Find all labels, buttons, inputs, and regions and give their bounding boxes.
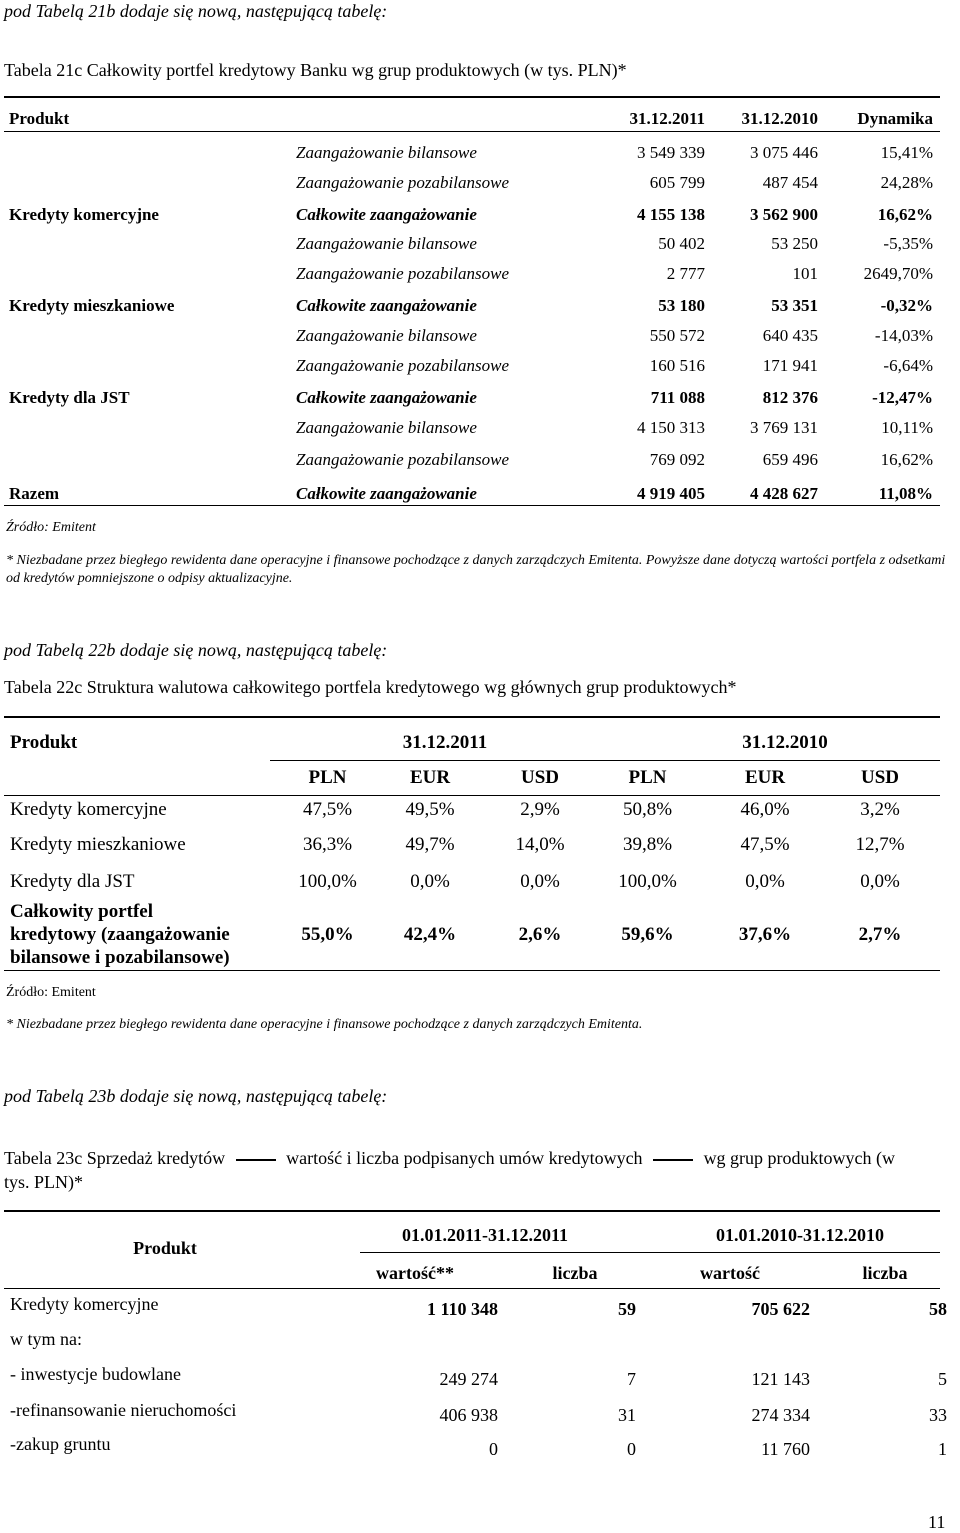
- caption-part-c: wg grup produktowych (w: [703, 1148, 896, 1168]
- table22c-years-rule: [270, 760, 940, 761]
- table23c-header-value-2010: wartość: [700, 1263, 760, 1283]
- table23c-row-label: w tym na:: [10, 1329, 82, 1349]
- table23c-row-label: - inwestycje budowlane: [10, 1364, 181, 1384]
- table22c-total-label: [10, 900, 230, 969]
- table23c-value-2011: 249 274: [439, 1369, 498, 1389]
- table21c-value-2011: 711 088: [650, 388, 705, 407]
- table23c-header-value-2011: wartość**: [376, 1263, 454, 1283]
- table21c-row-label: Zaangażowanie bilansowe: [296, 326, 477, 345]
- table21c-value-2011: 769 092: [649, 450, 705, 469]
- table23c-count-2011: 7: [627, 1369, 636, 1389]
- table23c-caption-line2: tys. PLN)*: [4, 1172, 84, 1192]
- table22c-currency-header: EUR: [744, 767, 786, 788]
- table22c-currency-header: EUR: [409, 767, 451, 788]
- table21c-value-2010: 487 454: [762, 173, 818, 192]
- total-label-line-1: Całkowity portfel: [10, 901, 154, 922]
- table21c-dynamics: 11,08%: [878, 484, 933, 503]
- total-label-line-2: kredytowy (zaangażowanie: [10, 924, 230, 945]
- table21c-row-label: Całkowite zaangażowanie: [296, 205, 477, 224]
- table22c-currency-header: USD: [520, 767, 559, 788]
- table22c-cell: 0,0%: [745, 871, 785, 892]
- table22c-total-cell: 42,4%: [403, 924, 457, 945]
- table23c-header-2011: 01.01.2011-31.12.2011: [401, 1225, 568, 1245]
- total-label-line-3: bilansowe i pozabilansowe): [10, 947, 230, 968]
- table21c-value-2011: 3 549 339: [637, 143, 705, 162]
- table23c-count-2011: 31: [618, 1405, 636, 1425]
- table21c-product-group: Kredyty mieszkaniowe: [9, 296, 175, 315]
- table23c-header-count-2010: liczba: [862, 1263, 908, 1283]
- table21c-header-2010: 31.12.2010: [741, 109, 818, 128]
- table22c-header-2011: 31.12.2011: [402, 732, 488, 753]
- caption-part-a: Tabela 23c Sprzedaż kredytów: [4, 1148, 226, 1168]
- table21c-top-rule: [4, 96, 940, 98]
- table21c-row-label: Zaangażowanie bilansowe: [296, 143, 477, 162]
- table21c-row-label: Całkowite zaangażowanie: [296, 484, 477, 503]
- table21c-value-2010: 3 769 131: [750, 418, 818, 437]
- table21c-value-2011: 4 150 313: [637, 418, 705, 437]
- table22c-header-product: Produkt: [10, 732, 78, 753]
- table21c-caption: Tabela 21c Całkowity portfel kredytowy Banku wg grup produktowych (w tys. PLN)*: [4, 60, 627, 80]
- table22c-total-cell: 55,0%: [301, 924, 354, 945]
- table22c-currency-header: USD: [860, 767, 899, 788]
- table21c-product-group: Kredyty dla JST: [9, 388, 130, 407]
- table23c-header-count-2011: liczba: [552, 1263, 598, 1283]
- table23c-value-2010: 121 143: [751, 1369, 810, 1389]
- table21c-source: Źródło: Emitent: [6, 520, 96, 535]
- table21c-row-label: Całkowite zaangażowanie: [296, 388, 477, 407]
- table22c-source: Źródło: Emitent: [6, 985, 96, 1000]
- table23c-period-rule: [360, 1252, 940, 1253]
- table23c-count-2010: 1: [938, 1439, 947, 1459]
- table21c-value-2010: 171 941: [762, 356, 818, 375]
- table22c-cell: 47,5%: [302, 799, 353, 820]
- table23c-count-2010: 58: [929, 1299, 947, 1319]
- table23c-value-2010: 11 760: [761, 1439, 810, 1459]
- table22c-cell: 36,3%: [302, 834, 353, 855]
- table22c-cell: 2,9%: [520, 799, 560, 820]
- table22c-header-rule: [4, 795, 940, 796]
- table21c-value-2010: 812 376: [762, 388, 818, 407]
- table21c-value-2011: 53 180: [658, 296, 705, 315]
- table21c-dynamics: 16,62%: [880, 450, 933, 469]
- caption-dash: [236, 1159, 276, 1161]
- table21c-value-2011: 50 402: [658, 234, 705, 253]
- table22c-cell: 12,7%: [855, 834, 905, 855]
- table22c-top-rule: [4, 716, 940, 718]
- table23c-value-2010: 274 334: [751, 1405, 810, 1425]
- table21c-value-2010: 53 250: [771, 234, 818, 253]
- table21c-value-2010: 3 075 446: [750, 143, 818, 162]
- table21c-dynamics: 15,41%: [880, 143, 933, 162]
- table21c-value-2010: 640 435: [762, 326, 818, 345]
- table22c-currency-header: PLN: [628, 767, 667, 788]
- table23c-count-2010: 33: [929, 1405, 947, 1425]
- table22c-cell: 49,7%: [405, 834, 455, 855]
- table22c-cell: 0,0%: [410, 871, 450, 892]
- table21c-bottom-rule: [4, 505, 940, 506]
- table21c-value-2010: 53 351: [771, 296, 818, 315]
- table22c-row-label: Kredyty komercyjne: [10, 799, 167, 820]
- table23c-row-label: -refinansowanie nieruchomości: [10, 1400, 237, 1420]
- table23c-count-2011: 59: [618, 1299, 636, 1319]
- table21c-dynamics: 10,11%: [881, 418, 933, 437]
- table23c-top-rule: [4, 1210, 940, 1212]
- table21c-value-2010: 4 428 627: [750, 484, 818, 503]
- table22c-row-label: Kredyty mieszkaniowe: [10, 834, 186, 855]
- table22c-cell: 50,8%: [622, 799, 673, 820]
- table22c-total-cell: 2,7%: [858, 924, 902, 945]
- table23c-caption: [4, 1148, 895, 1169]
- table21c-dynamics: -0,32%: [880, 296, 933, 315]
- table23c-value-2011: 406 938: [439, 1405, 498, 1425]
- page-number: 11: [928, 1512, 946, 1532]
- table23c-row-label: -zakup gruntu: [10, 1434, 111, 1454]
- table23c-row-label: Kredyty komercyjne: [10, 1294, 159, 1314]
- table22c-caption: Tabela 22c Struktura walutowa całkowitego portfela kredytowego wg głównych grup produktowych*: [4, 677, 737, 697]
- table22c-cell: 39,8%: [622, 834, 673, 855]
- table21c-product-group: Kredyty komercyjne: [9, 205, 159, 224]
- section3-intro: pod Tabelą 23b dodaje się nową, następującą tabelę:: [4, 1086, 388, 1106]
- table22c-cell: 100,0%: [618, 871, 677, 892]
- table21c-header-dynamics: Dynamika: [857, 109, 933, 128]
- table22c-header-2010: 31.12.2010: [742, 732, 828, 753]
- table21c-dynamics: 2649,70%: [863, 264, 933, 283]
- table23c-value-2010: 705 622: [751, 1299, 810, 1319]
- section2-intro: pod Tabelą 22b dodaje się nową, następującą tabelę:: [4, 640, 388, 660]
- table21c-dynamics: -12,47%: [872, 388, 933, 407]
- table22c-bottom-rule: [4, 970, 940, 971]
- table21c-row-label: Zaangażowanie bilansowe: [296, 418, 477, 437]
- table23c-header-2010: 01.01.2010-31.12.2010: [716, 1225, 884, 1245]
- table22c-footnote: * Niezbadane przez biegłego rewidenta dane operacyjne i finansowe pochodzące z danych zarządczych Emitenta.: [6, 1017, 643, 1032]
- table21c-value-2011: 4 919 405: [637, 484, 705, 503]
- table23c-value-2011: 0: [489, 1439, 498, 1459]
- table23c-value-2011: 1 110 348: [426, 1299, 498, 1319]
- table21c-product-group: Razem: [9, 484, 60, 503]
- table23c-count-2011: 0: [627, 1439, 636, 1459]
- table21c-value-2011: 550 572: [649, 326, 705, 345]
- table21c-dynamics: -6,64%: [883, 356, 933, 375]
- table21c-row-label: Zaangażowanie pozabilansowe: [296, 450, 509, 469]
- table21c-dynamics: -5,35%: [883, 234, 933, 253]
- table21c-header-rule: [4, 131, 940, 132]
- table21c-dynamics: -14,03%: [874, 326, 933, 345]
- section1-intro: pod Tabelą 21b dodaje się nową, następującą tabelę:: [4, 1, 388, 21]
- table21c-value-2010: 3 562 900: [750, 205, 818, 224]
- table21c-value-2011: 2 777: [666, 264, 705, 283]
- table21c-value-2010: 659 496: [762, 450, 818, 469]
- table22c-cell: 14,0%: [515, 834, 565, 855]
- table21c-header-product: Produkt: [9, 109, 70, 128]
- table21c-dynamics: 16,62%: [877, 205, 933, 224]
- table21c-row-label: Zaangażowanie bilansowe: [296, 234, 477, 253]
- table22c-cell: 0,0%: [860, 871, 900, 892]
- table21c-value-2011: 4 155 138: [637, 205, 705, 224]
- table22c-row-label: Kredyty dla JST: [10, 871, 135, 892]
- table22c-cell: 49,5%: [405, 799, 455, 820]
- table22c-cell: 3,2%: [860, 799, 900, 820]
- table21c-value-2011: 160 516: [649, 356, 705, 375]
- table21c-header-2011: 31.12.2011: [629, 109, 705, 128]
- table21c-footnote: * Niezbadane przez biegłego rewidenta dane operacyjne i finansowe pochodzące z danych zarządczych Emitenta. Powyższe dane dotyczą wartości portfela z odsetkami od kredytów pomniejszone o odpisy aktualizacyjne.: [6, 553, 946, 586]
- caption-part-b: wartość i liczba podpisanych umów kredytowych: [286, 1148, 643, 1168]
- table22c-currency-header: PLN: [308, 767, 347, 788]
- table22c-cell: 46,0%: [740, 799, 790, 820]
- table21c-row-label: Zaangażowanie pozabilansowe: [296, 264, 509, 283]
- table23c-header-product: Produkt: [133, 1238, 197, 1258]
- table22c-total-cell: 37,6%: [738, 924, 792, 945]
- table23c-count-2010: 5: [938, 1369, 947, 1389]
- table22c-cell: 0,0%: [520, 871, 560, 892]
- caption-dash: [653, 1159, 693, 1161]
- table21c-row-label: Zaangażowanie pozabilansowe: [296, 173, 509, 192]
- table21c-row-label: Całkowite zaangażowanie: [296, 296, 477, 315]
- table22c-total-cell: 59,6%: [621, 924, 674, 945]
- table21c-value-2010: 101: [792, 264, 818, 283]
- table22c-cell: 47,5%: [740, 834, 790, 855]
- table21c-value-2011: 605 799: [649, 173, 705, 192]
- table22c-cell: 100,0%: [298, 871, 357, 892]
- table21c-row-label: Zaangażowanie pozabilansowe: [296, 356, 509, 375]
- table21c-dynamics: 24,28%: [880, 173, 933, 192]
- table22c-total-cell: 2,6%: [518, 924, 562, 945]
- table23c-header-rule: [4, 1288, 940, 1289]
